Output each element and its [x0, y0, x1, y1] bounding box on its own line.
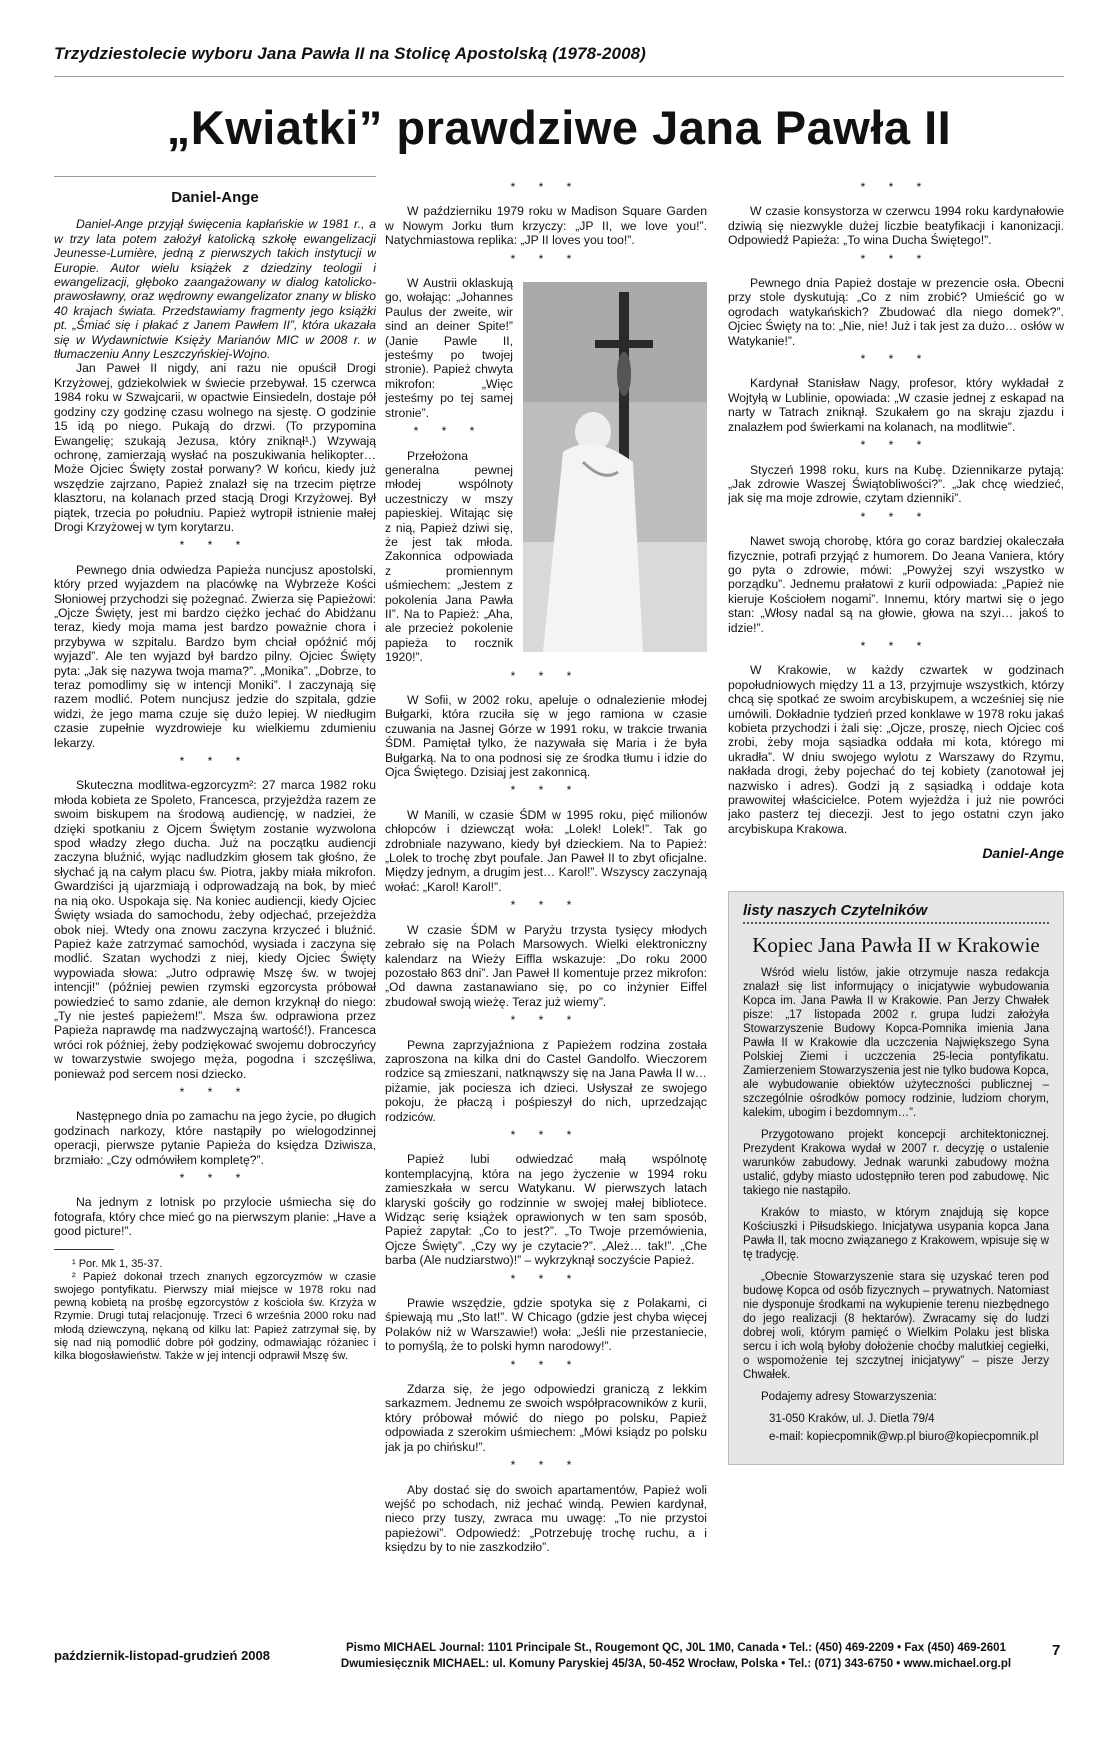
section-separator: * * * [510, 1013, 582, 1028]
section-separator: * * * [860, 180, 932, 194]
section-separator: * * * [510, 251, 582, 266]
header-rule [54, 76, 1064, 77]
body-paragraph: Papież lubi odwiedzać małą wspólnotę kontemplacyjną, która na jego życzenie w 1994 roku zamieszkała w sercu Watykanu. W pierwszych latach klaryski gościły go rodzinnie w swojej małej bibliotece. Widząc serię książek oprawionych w ten sam sposób, Papież zapytał: „Co to jest?”. „To Twoje przemówienia, Ojcze Święty”. „Czy wy je czytacie?”. „Ależ… tak!”. „Che barba (Ale nudziarstwo)!” – wykrzyknął soczyście Papież. [385, 1152, 707, 1268]
body-paragraph: Styczeń 1998 roku, kurs na Kubę. Dziennikarze pytają: „Jak zdrowie Waszej Świątobliwości?”. „Jak chcę wiedzieć, jak się ma moje zdrowie, czytam dzienniki”. [728, 462, 1064, 506]
body-paragraph: Przełożona generalna pewnej młodej wspólnoty uczestniczy w mszy papieskiej. Witając się z nią, Papież dziwi się, że jest tak młoda. Zakonnica odpowiada z promiennym uśmiechem: „Jestem z pokolenia Jana Pawła II”. Na to Papież: „Aha, ale przecież pokolenie papieża to rocznik 1920!”. [385, 448, 513, 665]
body-paragraph: Skuteczna modlitwa-egzorcyzm²: 27 marca 1982 roku młoda kobieta ze Spoleto, Francesca, przyjeżdża razem ze swoim biskupem na środową audiencję, w nadziei, że dzięki spotkaniu z Ojcem Świętym zostanie wyzwolona spod władzy złego ducha. Już na początku audiencji zaczyna bluźnić, wyjąc nadludzkim głosem tak głośno, że słychać ją na całym placu św. Piotra, jakby miała mikrofon. Gwardziści ją ujarzmiają i odprowadzają na bok, by mieć na nią oko. Uspokaja się. Na koniec audiencji, kiedy Ojciec Święty wsiada do samochodu, żeby odjechać, przejeżdża obok niej. Wtedy ona znowu zaczyna krzyczeć i bluźnić. Papież każe zatrzymać samochód, wysiada i zaczyna się modlić. Szatan wychodzi z niej, kiedy Ojciec Święty wypowiada słowa: „Jutro odprawię Mszę św. w twojej intencji!” (później pewien rzymski egzorcysta próbował powiedzieć to samo zdanie, ale demon krzyknął do niego: „Ty nie jesteś papieżem!”. Msza św. odprawiona przez Papieża naprawdę ma nadzwyczajną wartość!). Francesca wróci rok później, żeby podziękować swojemu dobroczyńcy w towarzystwie swojego męża, pogodna i szczęśliwa, ponieważ pod sercem nosi dziecko. [54, 778, 376, 1081]
postal-address: 31-050 Kraków, ul. J. Dietla 79/4 [769, 1412, 935, 1425]
readers-letters-box [728, 891, 1064, 1465]
section-kicker: Trzydziestolecie wyboru Jana Pawła II na Stolicę Apostolską (1978-2008) [54, 44, 646, 63]
body-paragraph: Następnego dnia po zamachu na jego życie, po długich godzinach narkozy, które nastąpiły po wielogodzinnej operacji, pierwsze pytanie Papieża do księdza Dziwisza, brzmiało: „Czy odmówiłem kompletę?”. [54, 1109, 376, 1167]
section-separator: * * * [860, 509, 932, 524]
section-separator: * * * [510, 668, 582, 683]
body-paragraph: W Krakowie, w każdy czwartek w godzinach popołudniowych między 11 a 13, przyjmuje wszystkich, którzy chcą się spotkać ze swoim arcybiskupem, a wcześniej się nie umówili. Dokładnie tydzień przed konklawe w 1978 roku jakaś kobieta przychodzi i żali się: „Ojcze, proszę, niech Ojciec coś zrobi, żeby moja sąsiadka oddała mi kota, którego mi ukradła”. W dniu swojego wylotu z Warszawy do Rzymu, nakłada drogi, żeby pojechać do tej kobiety (zanotował jej nazwisko i adres). Godzi ją z sąsiadką i oddaje kota prawowitej właścicielce. Potem wyjeżdża i już nie powróci jako pasterz tej diecezji. Jest to jego ostatni czyn jako arcybiskupa Krakowa. [728, 663, 1064, 836]
section-separator: * * * [510, 1271, 582, 1286]
pope-with-crucifix-photo [523, 282, 707, 652]
author-byline: Daniel-Ange [54, 176, 376, 205]
body-paragraph: Pewnego dnia Papież dostaje w prezencie osła. Obecni przy stole dyskutują: „Co z nim zrobić? Umieścić go w ogrodach watykańskich? Zbudować dla niego domek?”. Ojciec Święty na to: „Nie, nie! Już i tak jest za dużo… osłów w Watykanie!”. [728, 276, 1064, 348]
body-paragraph: W Manili, w czasie ŚDM w 1995 roku, pięć milionów chłopców i dziewcząt woła: „Lolek! Lolek!”. Tak go zdrobniale nazywano, kiedy był dzieckiem. Na to Papież: „Lolek to trochę zbyt poufale. Jan Paweł II to zbyt oficjalne. Między jednym, a drugim jest… Karol!”. Wszyscy zaczynają wołać: „Karol! Karol!”. [385, 807, 707, 894]
body-paragraph: Nawet swoją chorobę, która go coraz bardziej okaleczała fizycznie, potrafi przyjąć z humorem. Do Jeana Vaniera, który go pyta o zdrowie, mówi: „Powyżej szyi wszystko w porządku”. Jednemu prałatowi z kurii odpowiada: „Papież nie kieruje Kościołem nogami”. Innemu, który martwi się o jego stan: „Włosy nadal są na głowie, głowa na szyi… jakoś to idzie!”. [728, 534, 1064, 635]
letter-paragraph: Podajemy adresy Stowarzyszenia: [761, 1390, 937, 1403]
body-paragraph: W czasie konsystorza w czerwcu 1994 roku kardynałowie dziwią się niezwykle dużej liczbie beatyfikacji i kanonizacji. Odpowiedź Papieża: „To wina Ducha Świętego!”. [728, 204, 1064, 248]
letter-paragraph: Przygotowano projekt koncepcji architektonicznej. Prezydent Krakowa wydał w 2007 r. decyzję o ustalenie warunków zabudowy. Jednak warunki zabudowy można ustalić, gdyby miasto udostępniło teren pod zabudowę. Nic takiego nie nastąpiło. [743, 1128, 1049, 1197]
article-title: „Kwiatki” prawdziwe Jana Pawła II [166, 101, 952, 154]
section-separator: * * * [510, 1357, 582, 1372]
footnote-1: ¹ Por. Mk 1, 35-37. [72, 1257, 163, 1270]
section-separator: * * * [413, 424, 485, 439]
email-addresses: e-mail: kopiecpomnik@wp.pl biuro@kopiecpomnik.pl [769, 1430, 1039, 1443]
footnote-2: ² Papież dokonał trzech znanych egzorcyzmów w czasie swojego pontyfikatu. Pierwszy miał miejsce w 1978 roku nad pewną kobietą na prośbę egzorcystów z kościoła św. Krzyża w Rzymie. Drugi tutaj relacjonuję. Trzeci 6 września 2000 roku nad młodą dziewczyną, nękaną od kilku lat: Papież zatrzymał się, by się nad nią pomodlić dobre pół godziny, odmawiając różaniec i kilka błogosławieństw. Także w jej intencji odprawił Mszę św. [54, 1270, 376, 1363]
body-paragraph: Jan Paweł II nigdy, ani razu nie opuścił Drogi Krzyżowej, gdziekolwiek w świecie przebywał. 15 czerwca 1984 roku w Szwajcarii, w opactwie Einsiedeln, dostaje pół godziny czy godzinę czasu wolnego na sjestę. O godzinie 15 idą po niego. Pukają do drzwi. (To przypomina Ewangelię; szukają Jezusa, który zniknął¹.) Wzywają ochronę, zamierzają wysłać na poszukiwania helikopter… Może Ojciec Święty został porwany? W końcu, kiedy już wszędzie zajrzano, Papież znalazł się na trzecim piętrze klasztoru, na kolanach przed stacją Drogi Krzyżowej. Był piątek, trzecia po południu. Papież wytropił istnienie małej Drogi Krzyżowej w tym korytarzu. [54, 361, 376, 534]
publisher-info [316, 1640, 1036, 1672]
body-paragraph: W Sofii, w 2002 roku, apeluje o odnalezienie młodej Bułgarki, która rzuciła się w jego ramiona w czasie czuwania na Jasnej Górze w 1991 roku, w trakcie trwania ŚDM. Pamiętał tylko, że nazywała się Maria i że była Bułgarką. Na to ona podnosi się ze środka tłumu i idzie do Ojca Świętego. Dzisiaj jest zakonnicą. [385, 693, 707, 780]
body-paragraph: Pewna zaprzyjaźniona z Papieżem rodzina została zaproszona na kilka dni do Castel Gandolfo. Wieczorem rodzice są zmieszani, natknąwszy się na Jana Pawła II w… piżamie, jak pociesza ich dzieci. Usłyszał ze swojego pokoju, że płaczą i pośpieszył do nich, uprzedzając rodziców. [385, 1037, 707, 1124]
column-2 [385, 176, 707, 1666]
section-separator: * * * [860, 352, 932, 367]
body-paragraph: Kardynał Stanisław Nagy, profesor, który wykładał z Wojtyłą w Lublinie, opowiada: „W czasie jednej z eskapad na narty w Tatrach zniknął. Szukałem go na skraju zjazdu i znalazłem pod świerkami na kolanach, na modlitwie”. [728, 376, 1064, 434]
section-separator: * * * [179, 538, 251, 553]
footnotes [54, 1258, 376, 1364]
intro-paragraph: Daniel-Ange przyjął święcenia kapłańskie w 1981 r., a w trzy lata potem założył katolicką szkołę ewangelizacji Jeunesse-Lumière, jedną z pierwszych takich instytucji w Europie. Autor wielu książek z dziedziny teologii i ewangelizacji, głęboko zaangażowany w dialog katolicko-prawosławny, oraz wędrowny ewangelizator znany w blisko 40 krajach świata. Przedstawiamy fragmenty jego książki pt. „Śmiać się i płakać z Janem Pawłem II”, która ukazała się w Wydawnictwie Księży Marianów MIC w 2008 r. w tłumaczeniu Anny Leszczyńskiej-Wojno. [54, 217, 376, 362]
body-paragraph: Prawie wszędzie, gdzie spotyka się z Polakami, ci śpiewają mu „Sto lat!”. W Chicago (gdzie jest chyba więcej Polaków niż w Warszawie!) woła: „Jeśli nie przestaniecie, to pomyślą, że to polski hymn narodowy!”. [385, 1296, 707, 1354]
body-paragraph: Pewnego dnia odwiedza Papieża nuncjusz apostolski, który przed wyjazdem na placówkę na Wybrzeże Kości Słoniowej przychodzi się pożegnać. Zwierza się Papieżowi: „Ojcze Święty, jest mi bardzo ciężko jechać do Abidżanu teraz, kiedy moja mama jest bardzo poważnie chora i przybywa w szpitalu. Bardzo bym chciał opóźnić mój wyjazd”. Ale ten wyjazd był bardzo pilny. Ojciec Święty pyta: „Jak się nazywa twoja mama?”. „Monika”. „Dobrze, to teraz pomodlimy się w intencji Moniki”. I zaczynają się razem modlić. Potem nuncjusz jedzie do szpitala, gdzie widzi, że jego mama czuje się dużo lepiej. W niedługim czasie zupełnie wyzdrowieje ku wielkiemu zdumieniu lekarzy. [54, 562, 376, 750]
section-separator: * * * [860, 251, 932, 266]
section-separator: * * * [179, 1084, 251, 1099]
letter-paragraph: Wśród wielu listów, jakie otrzymuje nasza redakcja znalazł się list informujący o inicjatywie wybudowania Kopca im. Jana Pawła II w Krakowie. Pan Jerzy Chwałek pisze: „17 listopada 2002 r. grupa ludzi założyła Stowarzyszenie Budowy Kopca-Pomnika imienia Jana Pawła II w Krakowie dla uczczenia Największego Syna Polskiej Ziemi i uczczenia 25-lecia pontyfikatu. Zamierzeniem Stowarzyszenia jest nie tylko budowa Kopca, ale wybudowanie obiektów użyteczności publicznej – szczególnie ośrodków pomocy rodzinie, ludziom chorym, kalekim, ubogim i bezdomnym…”. [743, 966, 1049, 1119]
letter-paragraph: Kraków to miasto, w którym znajdują się kopce Kościuszki i Piłsudskiego. Inicjatywa usypania kopca Jana Pawła II, tak mocno związanego z Krakowem, wpisuje się w tę tradycję. [743, 1206, 1049, 1261]
column-1 [54, 176, 376, 1666]
section-separator: * * * [179, 1171, 251, 1185]
letters-section-tag: listy naszych Czytelników [743, 904, 1049, 924]
body-paragraph: Na jednym z lotnisk po przylocie uśmiecha się do fotografa, który chce mieć go na pierwszym planie: „Have a good picture!”. [54, 1195, 376, 1239]
section-separator: * * * [510, 783, 582, 798]
body-paragraph: W Austrii oklaskują go, wołając: „Johannes Paulus der zweite, wir sind an deiner Spite!” (Janie Pawle II, jesteśmy po twojej stronie). Papież chwyta mikrofon: „Więc jesteśmy po tej samej stronie”. [385, 276, 513, 420]
body-paragraph: W czasie ŚDM w Paryżu trzysta tysięcy młodych zebrało się na Polach Marsowych. Wielki elektroniczny kalendarz na Wieży Eiffla wskazuje: „Do roku 2000 pozostało 863 dni”. Jan Paweł II komentuje przez mikrofon: „Od dawna zastanawiano się, po co inżynier Eiffel zbudował swoją wieżę. Teraz już wiemy”. [385, 922, 707, 1009]
section-separator: * * * [179, 754, 251, 769]
section-separator: * * * [860, 638, 932, 653]
issue-date: październik-listopad-grudzień 2008 [54, 1648, 270, 1663]
body-paragraph: Zdarza się, że jego odpowiedzi graniczą z lekkim sarkazmem. Jednemu ze swoich współpracowników z kurii, który próbował mówić do niego po polsku, Papież odpowiada z szerokim uśmiechem: „Mówi ksiądz po polsku jak ja po chińsku!”. [385, 1382, 707, 1454]
footnote-rule [54, 1249, 114, 1250]
section-separator: * * * [860, 438, 932, 453]
section-separator: * * * [510, 898, 582, 913]
column-3 [728, 176, 1064, 1666]
section-separator: * * * [510, 1458, 582, 1473]
signature: Daniel-Ange [982, 845, 1064, 862]
body-paragraph: W październiku 1979 roku w Madison Square Garden w Nowym Jorku tłum krzyczy: „JP II, we love you!”. Natychmiastowa replika: „JP II loves you too!”. [385, 204, 707, 248]
letter-paragraph: „Obecnie Stowarzyszenie stara się uzyskać teren pod budowę Kopca od osób fizycznych – prywatnych. Natomiast nie dysponuje środkami na wykupienie terenu niezbędnego do jego realizacji (8 hektarów). Zwracamy się do ludzi dobrej woli, którym pamięć o Wielkim Polaku jest bliska sercu i ich wolą byłoby dołożenie choćby malutkiej cegiełki, o wspomożenie tej szczytnej inicjatywy” – pisze Jerzy Chwałek. [743, 1270, 1049, 1381]
publisher-line-canada: Pismo MICHAEL Journal: 1101 Principale St., Rougemont QC, J0L 1M0, Canada • Tel.: (450) 469-2209 • Fax (450) 469-2601 [346, 1642, 1006, 1654]
letters-headline: Kopiec Jana Pawła II w Krakowie [752, 932, 1040, 957]
publisher-line-poland: Dwumiesięcznik MICHAEL: ul. Komuny Paryskiej 45/3A, 50-452 Wrocław, Polska • Tel.: (071) 343-6750 • www.michael.org.pl [340, 1658, 1012, 1670]
body-paragraph: Aby dostać się do swoich apartamentów, Papież woli wejść po schodach, niż jechać windą. Pewien kardynał, nieco przy tuszy, zwraca mu uwagę: „To nie przystoi papieżowi”. Odpowiedź: „Potrzebuję trochę ruchu, a i księdzu by to nie zaszkodziło”. [385, 1482, 707, 1555]
section-separator: * * * [510, 1127, 582, 1142]
page-number: 7 [1052, 1642, 1061, 1659]
section-separator: * * * [510, 180, 582, 194]
photo-illustration [523, 282, 707, 652]
